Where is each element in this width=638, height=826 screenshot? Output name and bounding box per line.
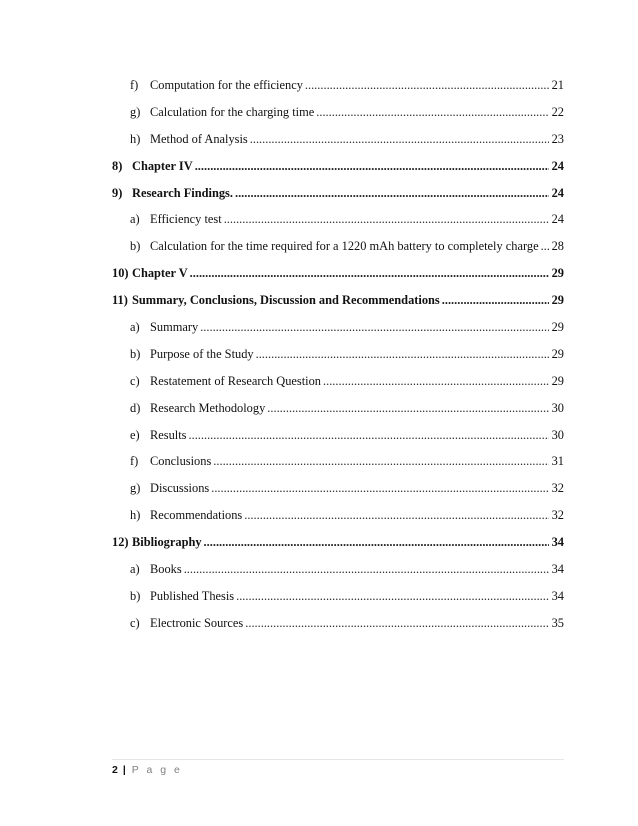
toc-entry-number: f) <box>130 77 139 92</box>
toc-section-entry[interactable] <box>112 395 564 422</box>
toc-dot-leader <box>250 132 549 147</box>
toc-section-entry[interactable] <box>112 126 564 153</box>
toc-entry-number: a) <box>130 319 140 334</box>
toc-entry-page: 23 <box>551 131 564 146</box>
toc-entry-page: 32 <box>551 481 564 496</box>
toc-section-entry[interactable] <box>112 99 564 126</box>
toc-entry-number: e) <box>130 427 140 442</box>
toc-dot-leader <box>244 508 548 523</box>
toc-section-entry[interactable] <box>112 583 564 610</box>
toc-entry-title: Results <box>150 427 187 442</box>
footer-page-number: 2 <box>112 764 118 776</box>
toc-entry-number: d) <box>130 400 141 415</box>
toc-entry-number: g) <box>130 104 141 119</box>
toc-entry-title: Restatement of Research Question <box>150 373 322 388</box>
toc-entry-number: c) <box>130 615 140 630</box>
toc-entry-page: 24 <box>551 185 564 200</box>
toc-entry-number: a) <box>130 212 140 227</box>
toc-chapter-entry[interactable] <box>112 529 564 556</box>
toc-dot-leader <box>224 212 549 227</box>
toc-entry-page: 29 <box>551 373 564 388</box>
toc-section-entry[interactable] <box>112 314 564 341</box>
toc-entry-page: 29 <box>551 266 564 281</box>
toc-entry-number: h) <box>130 131 141 146</box>
toc-entry-title: Research Findings. <box>132 185 233 200</box>
toc-entry-page: 34 <box>551 535 564 550</box>
toc-section-entry[interactable] <box>112 341 564 368</box>
toc-dot-leader <box>442 293 549 308</box>
footer-separator: | <box>122 764 126 776</box>
footer-page-label: P a g e <box>131 764 183 776</box>
toc-entry-page: 34 <box>551 588 564 603</box>
toc-entry-page: 24 <box>551 212 564 227</box>
toc-entry-title: Computation for the efficiency <box>150 77 303 92</box>
toc-entry-page: 31 <box>551 454 564 469</box>
toc-entry-title: Published Thesis <box>150 588 235 603</box>
toc-dot-leader <box>211 481 548 496</box>
toc-entry-title: Chapter IV <box>132 158 193 173</box>
toc-section-entry[interactable] <box>112 448 564 475</box>
toc-entry-number: h) <box>130 508 141 523</box>
toc-section-entry[interactable] <box>112 422 564 449</box>
footer-rule <box>112 759 564 760</box>
toc-dot-leader <box>541 239 549 254</box>
toc-entry-number: 11) <box>112 293 128 308</box>
toc-chapter-entry[interactable] <box>112 153 564 180</box>
toc-entry-title: Purpose of the Study <box>150 346 254 361</box>
toc-entry-title: Chapter V <box>132 266 188 281</box>
toc-entry-title: Discussions <box>150 481 210 496</box>
toc-dot-leader <box>195 159 549 174</box>
toc-entry-number: a) <box>130 561 140 576</box>
toc-entry-title: Books <box>150 561 182 576</box>
toc-entry-title: Bibliography <box>132 535 202 550</box>
toc-section-entry[interactable] <box>112 206 564 233</box>
toc-entry-page: 24 <box>551 158 564 173</box>
toc-dot-leader <box>316 105 548 120</box>
toc-entry-number: b) <box>130 239 141 254</box>
toc-dot-leader <box>305 78 549 93</box>
toc-entry-title: Calculation for the time required for a 1220 mAh battery to completely charge <box>150 239 539 254</box>
toc-chapter-entry[interactable] <box>112 260 564 287</box>
toc-dot-leader <box>200 320 548 335</box>
toc-dot-leader <box>235 186 549 201</box>
toc-entry-page: 35 <box>551 615 564 630</box>
toc-entry-title: Electronic Sources <box>150 615 244 630</box>
page-footer <box>112 764 182 776</box>
toc-section-entry[interactable] <box>112 556 564 583</box>
toc-entry-page: 22 <box>551 104 564 119</box>
toc-section-entry[interactable] <box>112 368 564 395</box>
toc-dot-leader <box>267 401 548 416</box>
toc-section-entry[interactable] <box>112 72 564 99</box>
toc-entry-number: 9) <box>112 185 123 200</box>
toc-entry-title: Method of Analysis <box>150 131 248 146</box>
toc-entry-title: Summary <box>150 319 199 334</box>
toc-dot-leader <box>189 428 549 443</box>
toc-section-entry[interactable] <box>112 502 564 529</box>
toc-entry-number: c) <box>130 373 140 388</box>
toc-entry-title: Recommendations <box>150 508 243 523</box>
toc-dot-leader <box>323 374 549 389</box>
toc-entry-number: b) <box>130 346 141 361</box>
toc-entry-title: Conclusions <box>150 454 212 469</box>
table-of-contents <box>112 72 564 637</box>
toc-dot-leader <box>256 347 549 362</box>
toc-entry-page: 30 <box>551 400 564 415</box>
toc-entry-page: 29 <box>551 293 564 308</box>
toc-entry-page: 29 <box>551 319 564 334</box>
toc-entry-title: Efficiency test <box>150 212 222 227</box>
toc-entry-page: 34 <box>551 561 564 576</box>
toc-entry-number: g) <box>130 481 141 496</box>
toc-entry-number: b) <box>130 588 141 603</box>
toc-dot-leader <box>204 535 549 550</box>
toc-entry-title: Research Methodology <box>150 400 266 415</box>
toc-chapter-entry[interactable] <box>112 180 564 207</box>
toc-entry-page: 21 <box>551 77 564 92</box>
toc-dot-leader <box>236 589 549 604</box>
toc-section-entry[interactable] <box>112 610 564 637</box>
toc-entry-page: 30 <box>551 427 564 442</box>
toc-entry-number: 12) <box>112 535 129 550</box>
toc-entry-page: 29 <box>551 346 564 361</box>
toc-section-entry[interactable] <box>112 233 564 260</box>
toc-entry-page: 32 <box>551 508 564 523</box>
toc-dot-leader <box>190 266 549 281</box>
toc-section-entry[interactable] <box>112 475 564 502</box>
toc-entry-number: f) <box>130 454 139 469</box>
toc-entry-title: Calculation for the charging time <box>150 104 315 119</box>
toc-chapter-entry[interactable] <box>112 287 564 314</box>
toc-entry-number: 8) <box>112 158 123 173</box>
toc-entry-number: 10) <box>112 266 129 281</box>
toc-dot-leader <box>213 454 548 469</box>
toc-dot-leader <box>184 562 549 577</box>
toc-dot-leader <box>245 616 548 631</box>
toc-entry-page: 28 <box>551 239 564 254</box>
toc-entry-title: Summary, Conclusions, Discussion and Recommendations <box>132 293 440 308</box>
